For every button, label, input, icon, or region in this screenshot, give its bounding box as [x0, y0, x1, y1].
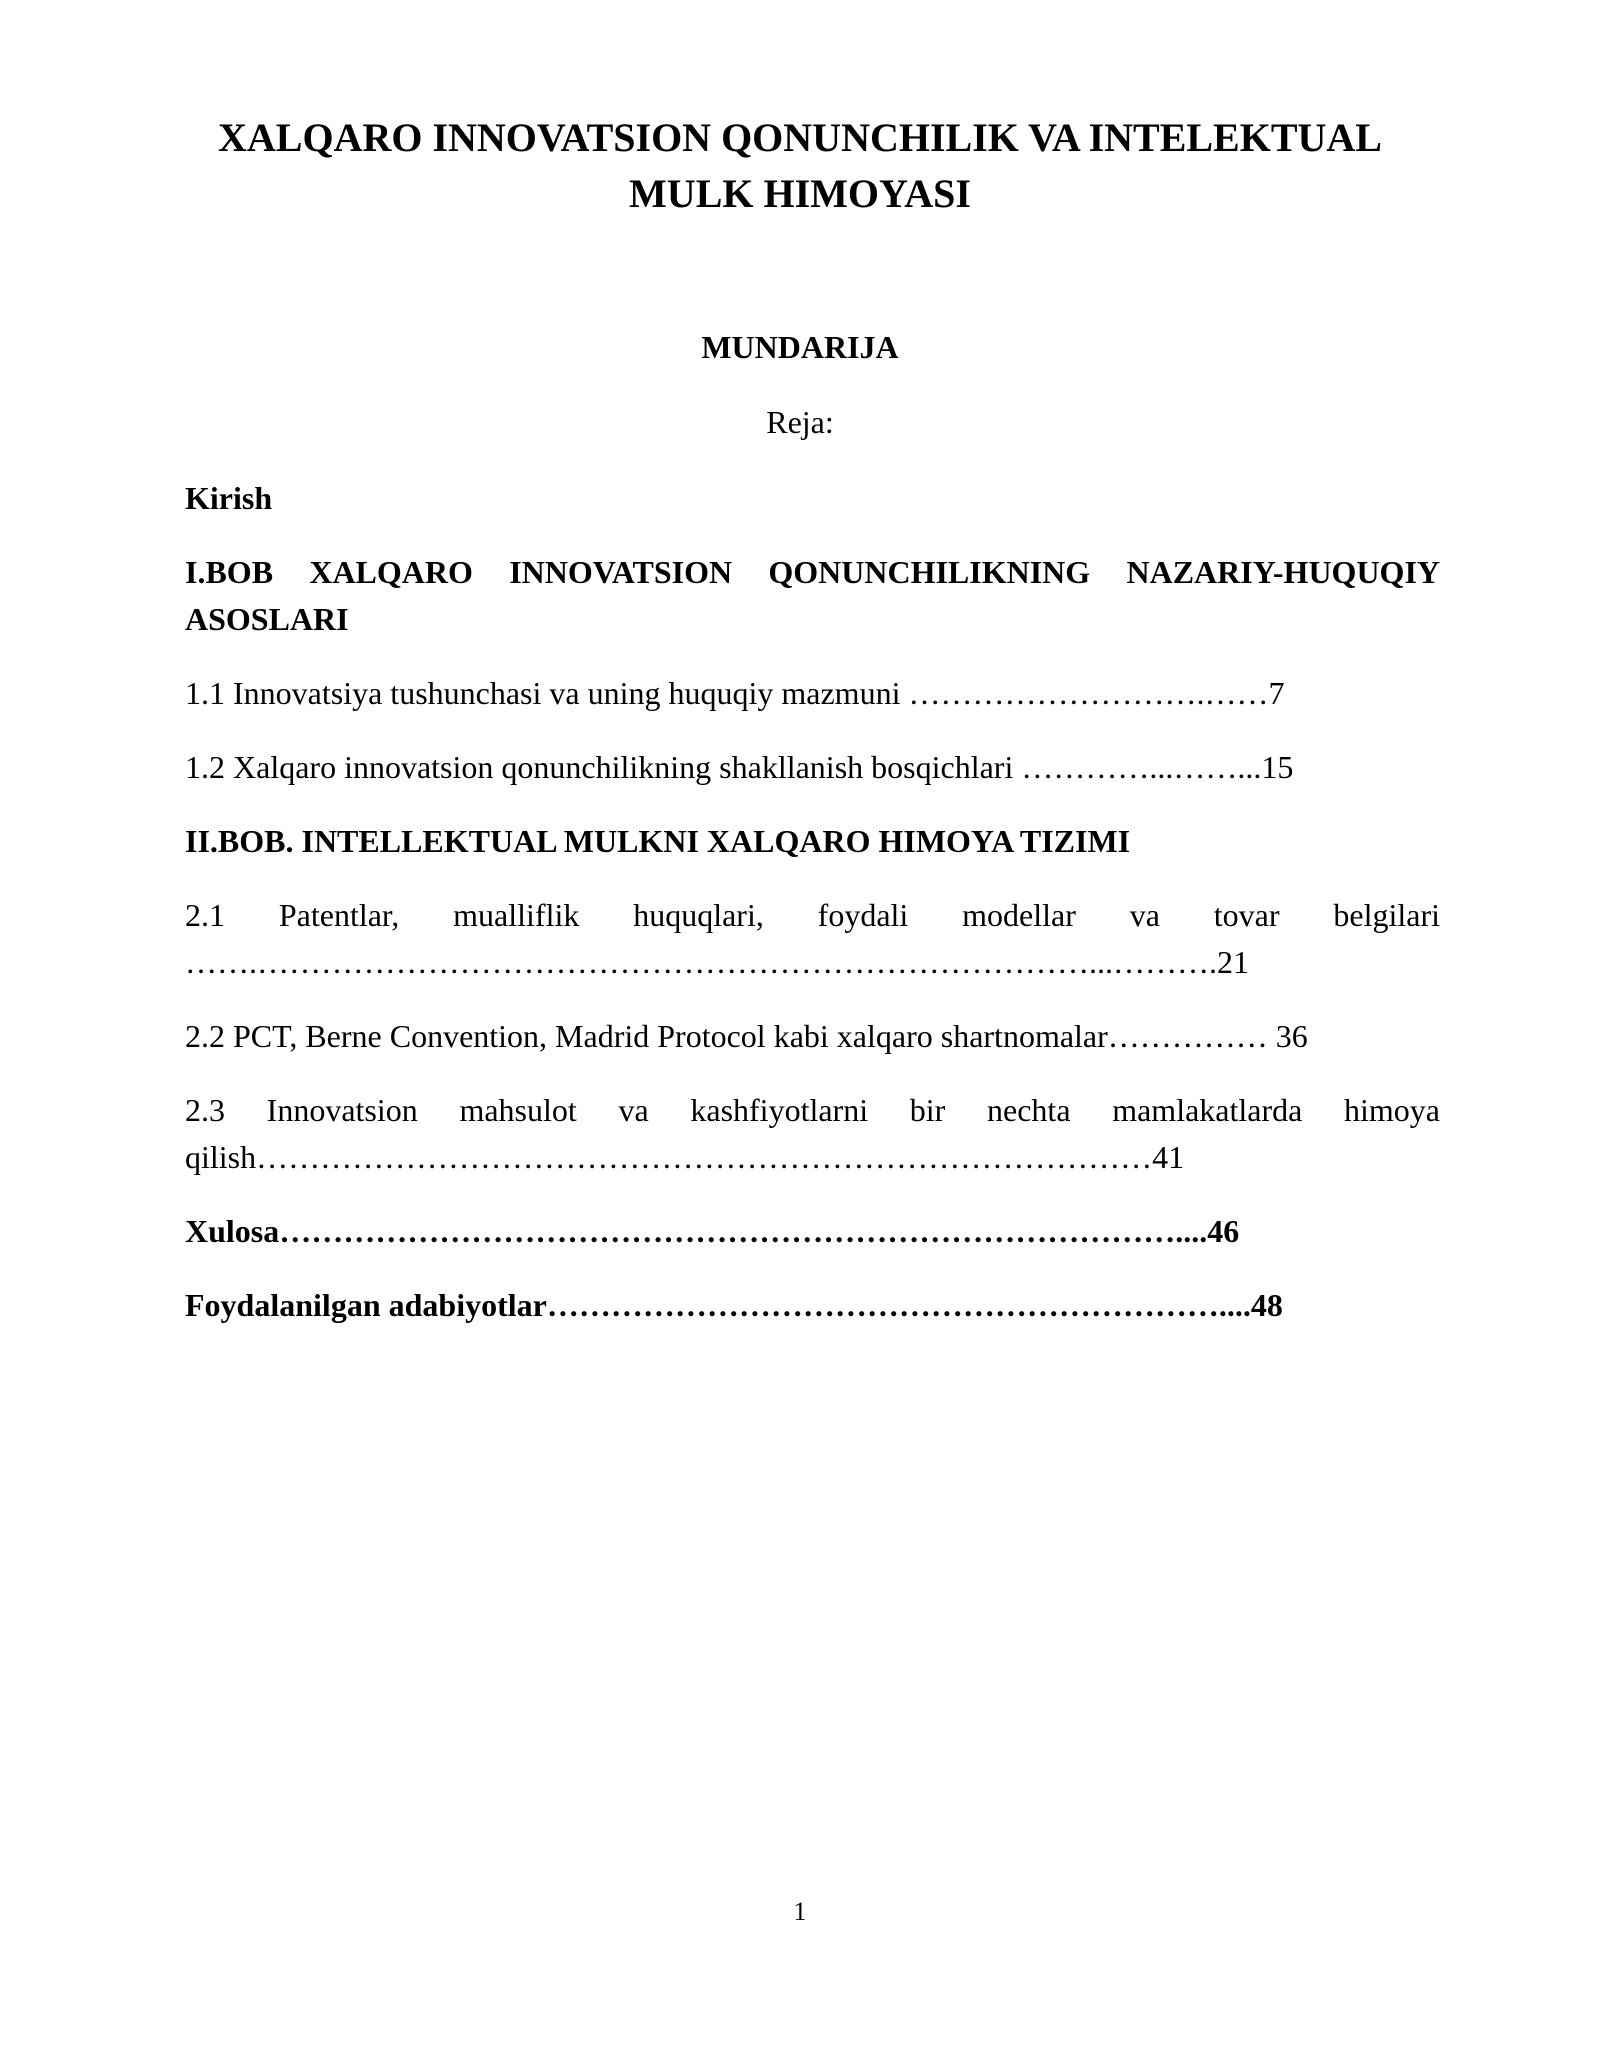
- contents-heading: MUNDARIJA: [701, 329, 899, 365]
- toc-entry-section-2-3: 2.3 Innovatsion mahsulot va kashfiyotlarni bir nechta mamlakatlarda himoya qilish…………………………………………………………………………41: [185, 1092, 1440, 1175]
- plan-label: Reja:: [766, 404, 834, 440]
- toc-entry-section-2-1: 2.1 Patentlar, mualliflik huquqlari, foydali modellar va tovar belgilari …….……………………………………………………………………...……….21: [185, 897, 1440, 980]
- table-of-contents: [185, 475, 1440, 1356]
- toc-entry-section-2-2: 2.2 PCT, Berne Convention, Madrid Protocol kabi xalqaro shartnomalar…………… 36: [185, 1018, 1308, 1054]
- toc-entry-section-1-2: 1.2 Xalqaro innovatsion qonunchilikning shakllanish bosqichlari …………...……...15: [185, 749, 1294, 785]
- toc-entry-conclusion: Xulosa…………………………………………………………………………....46: [185, 1213, 1240, 1249]
- toc-entry-chapter-1: I.BOB XALQARO INNOVATSION QONUNCHILIKNING NAZARIY-HUQUQIY ASOSLARI: [185, 554, 1440, 637]
- toc-entry-introduction: Kirish: [185, 480, 273, 516]
- page-number: 1: [793, 1897, 807, 1926]
- toc-entry-references: Foydalanilgan adabiyotlar………………………………………………………....48: [185, 1287, 1283, 1323]
- document-title: XALQARO INNOVATSION QONUNCHILIK VA INTELEKTUAL MULK HIMOYASI: [218, 115, 1382, 216]
- toc-entry-section-1-1: 1.1 Innovatsiya tushunchasi va uning huquqiy mazmuni ……………………….……7: [185, 675, 1285, 711]
- toc-entry-chapter-2: II.BOB. INTELLEKTUAL MULKNI XALQARO HIMOYA TIZIMI: [185, 823, 1131, 859]
